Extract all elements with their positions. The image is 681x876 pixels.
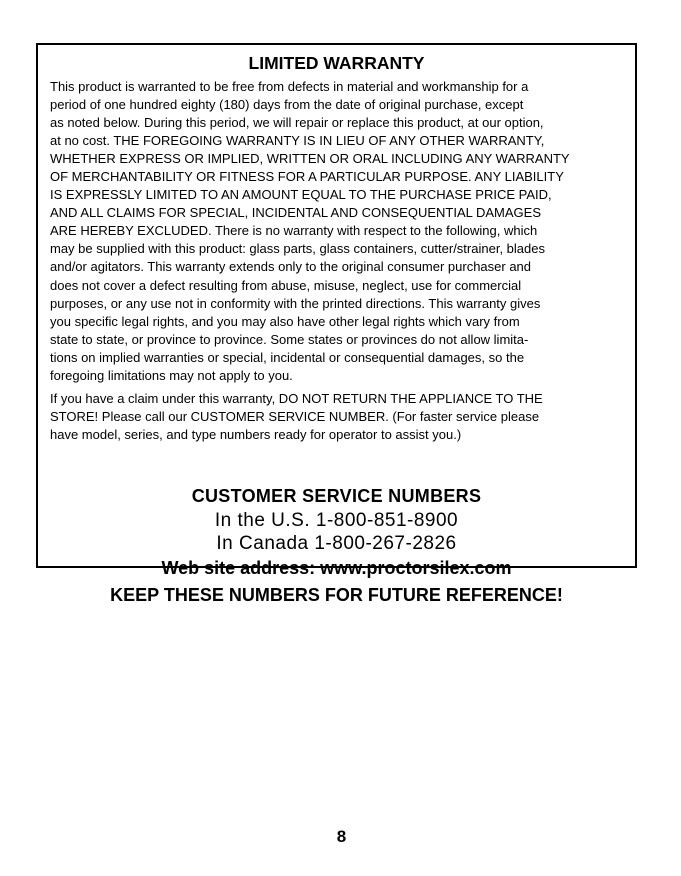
warranty-body (50, 78, 632, 444)
terms-line: you specific legal rights, and you may also have other legal rights which vary from (50, 313, 520, 329)
terms-line: at no cost. THE FOREGOING WARRANTY IS IN LIEU OF ANY OTHER WARRANTY, (50, 133, 545, 149)
claims-line: If you have a claim under this warranty, DO NOT RETURN THE APPLIANCE TO THE (50, 390, 543, 406)
phone-us: In the U.S. 1-800-851-8900 (214, 510, 459, 531)
page-number: 8 (336, 827, 347, 846)
claims-line: STORE! Please call our CUSTOMER SERVICE NUMBER. (For faster service please (50, 408, 540, 424)
terms-line: tions on implied warranties or special, incidental or consequential damages, so the (50, 349, 525, 365)
terms-line: state to state, or province to province. Some states or provinces do not allow limita- (50, 331, 529, 347)
terms-line: ARE HEREBY EXCLUDED. There is no warranty with respect to the following, which (50, 223, 538, 239)
claims-line: have model, series, and type numbers ready for operator to assist you.) (50, 426, 462, 442)
warranty-paragraph-terms (50, 78, 632, 385)
web-site-address: Web site address: www.proctorsilex.com (161, 558, 512, 578)
terms-line: WHETHER EXPRESS OR IMPLIED, WRITTEN OR ORAL INCLUDING ANY WARRANTY (50, 151, 570, 167)
terms-line: as noted below. During this period, we will repair or replace this product, at our option, (50, 115, 544, 131)
keep-numbers-notice: KEEP THESE NUMBERS FOR FUTURE REFERENCE! (110, 585, 563, 605)
customer-service-heading: CUSTOMER SERVICE NUMBERS (191, 486, 482, 506)
phone-canada: In Canada 1-800-267-2826 (216, 533, 457, 554)
warranty-title: LIMITED WARRANTY (248, 53, 425, 73)
terms-line: foregoing limitations may not apply to you. (50, 367, 293, 383)
terms-line: does not cover a defect resulting from abuse, misuse, neglect, use for commercial (50, 277, 522, 293)
warranty-paragraph-claims (50, 390, 632, 444)
terms-line: IS EXPRESSLY LIMITED TO AN AMOUNT EQUAL TO THE PURCHASE PRICE PAID, (50, 187, 552, 203)
terms-line: OF MERCHANTABILITY OR FITNESS FOR A PARTICULAR PURPOSE. ANY LIABILITY (50, 169, 564, 185)
warranty-box (36, 43, 637, 605)
terms-line: AND ALL CLAIMS FOR SPECIAL, INCIDENTAL AND CONSEQUENTIAL DAMAGES (50, 205, 541, 221)
terms-line: purposes, or any use not in conformity with the printed directions. This warranty gives (50, 295, 541, 311)
terms-line: and/or agitators. This warranty extends only to the original consumer purchaser and (50, 259, 532, 275)
terms-line: may be supplied with this product: glass parts, glass containers, cutter/strainer, blades (50, 241, 545, 257)
terms-line: period of one hundred eighty (180) days from the date of original purchase, except (50, 97, 524, 113)
terms-line: This product is warranted to be free from defects in material and workmanship for a (50, 79, 529, 94)
